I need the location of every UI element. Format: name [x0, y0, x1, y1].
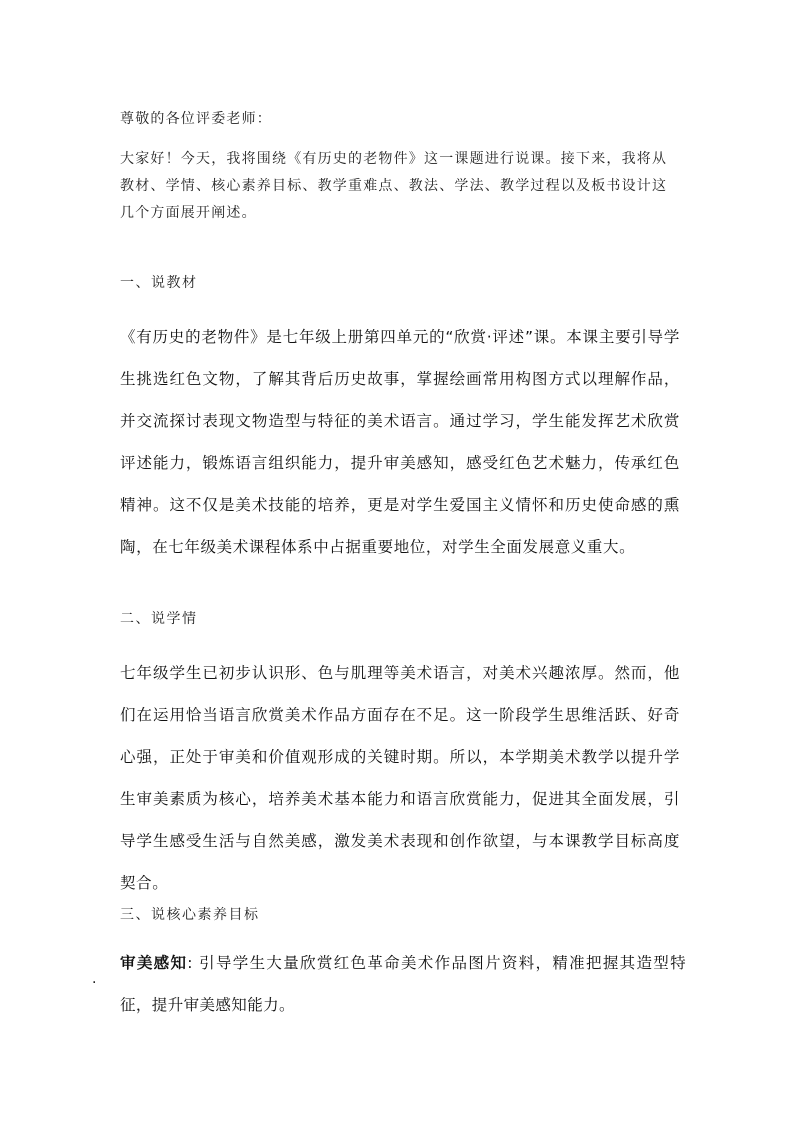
section-heading-core-goals: 三、说核心素养目标 — [120, 907, 260, 923]
bullet-marker: . — [92, 971, 97, 987]
goal-term: 审美感知 — [120, 954, 188, 972]
goal-separator: : — [187, 954, 200, 972]
goal-description: 引导学生大量欣赏红色革命美术作品图片资料，精准把握其造型特征，提升审美感知能力。 — [120, 954, 686, 1014]
section-heading-students: 二、说学情 — [120, 611, 198, 627]
section-body-textbook: 《有历史的老物件》是七年级上册第四单元的“欣赏·评述”课。本课主要引导学生挑选红色文物，了解其背后历史故事，掌握绘画常用构图方式以理解作品，并交流探讨表现文物造型与特征的美术语言。通过学习，学生能发挥艺术欣赏评述能力，锻炼语言组织能力，提升审美感知，感受红色艺术魅力，传承红色精神。这不仅是美术技能的培养，更是对学生爱国主义情怀和历史使命感的熏陶，在七年级美术课程体系中占据重要地位，对学生全面发展意义重大。 — [120, 328, 680, 556]
section-heading-textbook: 一、说教材 — [120, 275, 198, 291]
salutation: 尊敬的各位评委老师： — [120, 111, 272, 127]
intro-paragraph: 大家好！今天，我将围绕《有历史的老物件》这一课题进行说课。接下来，我将从教材、学情、核心素养目标、教学重难点、教法、学法、教学过程以及板书设计这几个方面展开阐述。 — [120, 151, 668, 221]
goal-text-block — [120, 942, 686, 1026]
section-body-students: 七年级学生已初步认识形、色与肌理等美术语言，对美术兴趣浓厚。然而，他们在运用恰当语言欣赏美术作品方面存在不足。这一阶段学生思维活跃、好奇心强，正处于审美和价值观形成的关键时期。所以，本学期美术教学以提升学生审美素质为核心，培养美术基本能力和语言欣赏能力，促进其全面发展，引导学生感受生活与自然美感，激发美术表现和创作欲望，与本课教学目标高度契合。 — [120, 664, 680, 892]
